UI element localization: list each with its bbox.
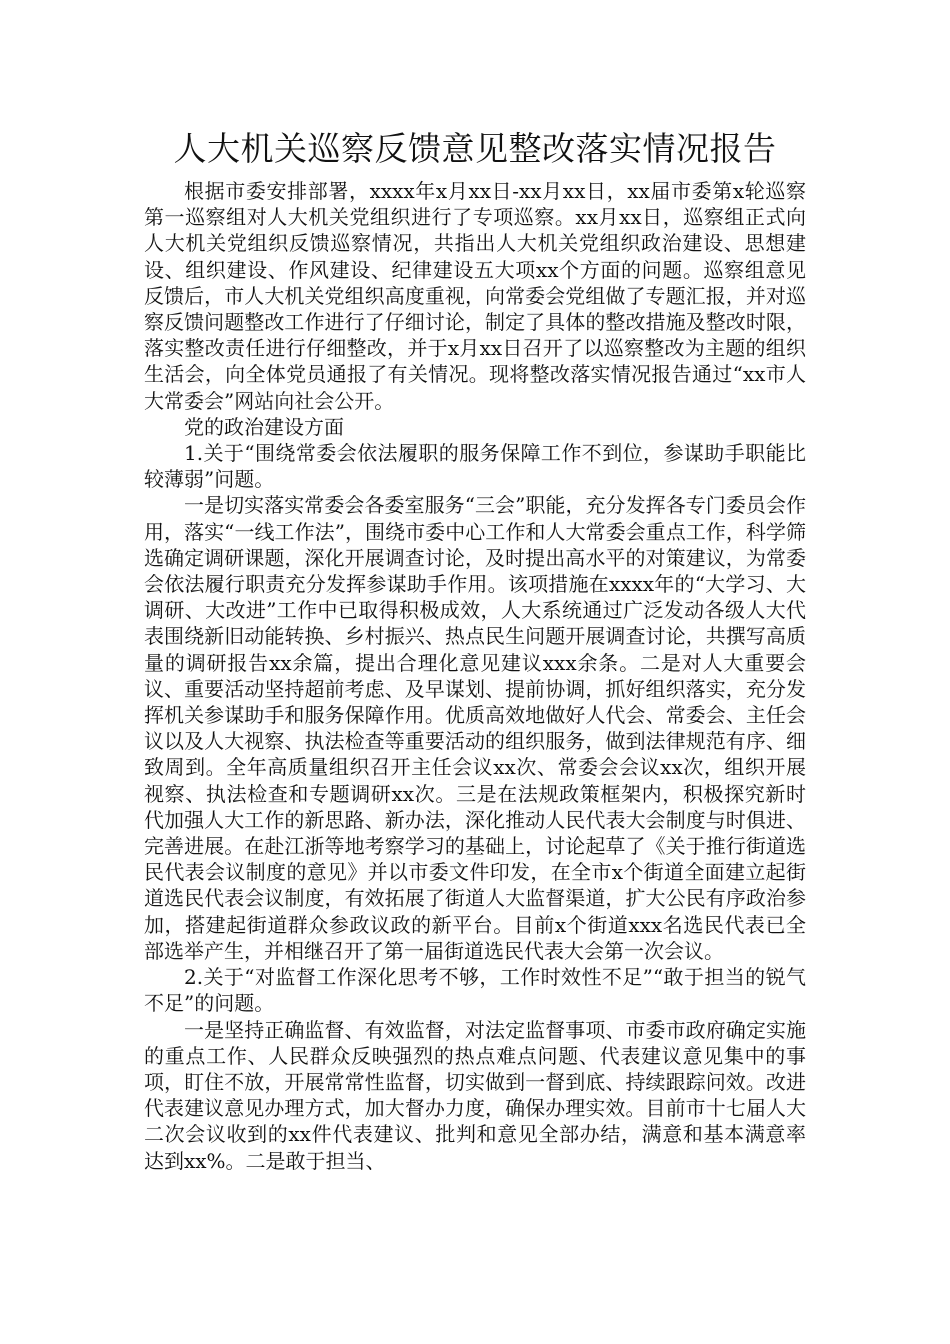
document-title: 人大机关巡察反馈意见整改落实情况报告 (173, 129, 777, 168)
document-page (144, 126, 806, 1174)
issue-1-body: 一是切实落实常委会各委室服务“三会”职能，充分发挥各专门委员会作用，落实“一线工作法”，围绕市委中心工作和人大常委会重点工作，科学筛选确定调研课题，深化开展调查讨论，及时提出高水平的对策建议，为常委会依法履行职责充分发挥参谋助手作用。该项措施在xxxx年的“大学习、大调研、大改进”工作中已取得积极成效，人大系统通过广泛发动各级人大代表围绕新旧动能转换、乡村振兴、热点民生问题开展调查讨论，共撰写高质量的调研报告xx余篇，提出合理化意见建议xxx余条。二是对人大重要会议、重要活动坚持超前考虑、及早谋划、提前协调，抓好组织落实，充分发挥机关参谋助手和服务保障作用。优质高效地做好人代会、常委会、主任会议以及人大视察、执法检查等重要活动的组织服务，做到法律规范有序、细致周到。全年高质量组织召开主任会议xx次、常委会会议xx次，组织开展视察、执法检查和专题调研xx次。三是在法规政策框架内，积极探究新时代加强人大工作的新思路、新办法，深化推动人民代表大会制度与时俱进、完善进展。在赴江浙等地考察学习的基础上，讨论起草了《关于推行街道选民代表会议制度的意见》并以市委文件印发，在全市x个街道全面建立起街道选民代表会议制度，有效拓展了街道人大监督渠道，扩大公民有序政治参加，搭建起街道群众参政议政的新平台。目前x个街道xxx名选民代表已全部选举产生，并相继召开了第一届街道选民代表大会第一次会议。 (144, 493, 806, 963)
intro-paragraph: 根据市委安排部署，xxxx年x月xx日-xx月xx日，xx届市委第x轮巡察第一巡察组对人大机关党组织进行了专项巡察。xx月xx日，巡察组正式向人大机关党组织反馈巡察情况，共指出人大机关党组织政治建设、思想建设、组织建设、作风建设、纪律建设五大项xx个方面的问题。巡察组意见反馈后，市人大机关党组织高度重视，向常委会党组做了专题汇报，并对巡察反馈问题整改工作进行了仔细讨论，制定了具体的整改措施及整改时限，落实整改责任进行仔细整改，并于x月xx日召开了以巡察整改为主题的组织生活会，向全体党员通报了有关情况。现将整改落实情况报告通过“xx市人大常委会”网站向社会公开。 (144, 179, 806, 413)
issue-1-heading: 1.关于“围绕常委会依法履职的服务保障工作不到位，参谋助手职能比较薄弱”问题。 (144, 441, 806, 492)
issue-2-body: 一是坚持正确监督、有效监督，对法定监督事项、市委市政府确定实施的重点工作、人民群众反映强烈的热点难点问题、代表建议意见集中的事项，盯住不放，开展常常性监督，切实做到一督到底、持续跟踪问效。改进代表建议意见办理方式，加大督办力度，确保办理实效。目前市十七届人大二次会议收到的xx件代表建议、批判和意见全部办结，满意和基本满意率达到xx%。二是敢于担当、 (144, 1017, 806, 1173)
issue-2-heading: 2.关于“对监督工作深化思考不够，工作时效性不足”“敢于担当的锐气不足”的问题。 (144, 965, 806, 1016)
section-heading: 党的政治建设方面 (184, 414, 344, 439)
